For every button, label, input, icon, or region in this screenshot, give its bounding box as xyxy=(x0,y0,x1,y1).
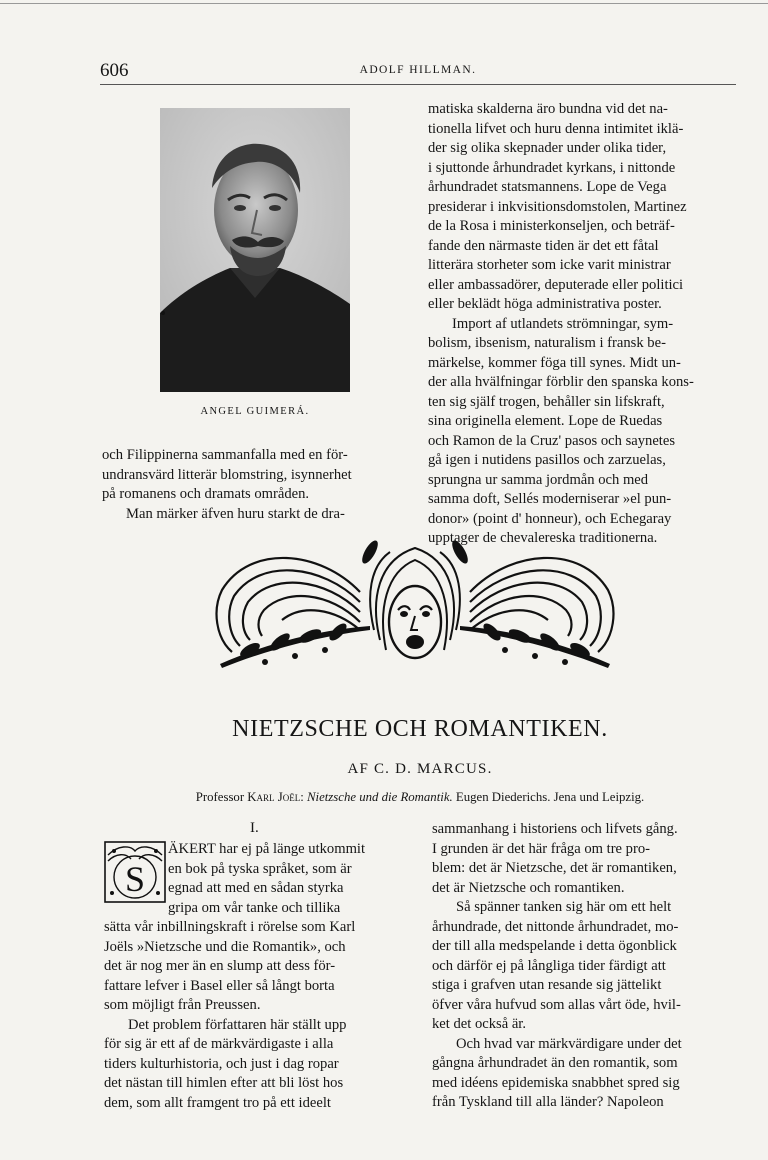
text-line: öfver våra hufvud som allas vårt öde, hvil- xyxy=(432,996,681,1013)
text-line: der till alla medspelande i detta ögonblick xyxy=(432,938,677,954)
text-line: och Filippinerna sammanfalla med en för- xyxy=(102,447,348,463)
text-line: det nästan till himlen efter att bli löst hos xyxy=(104,1075,344,1091)
upper-right-column xyxy=(428,100,740,549)
reviewed-work xyxy=(100,790,740,805)
text-line: ket det också är. xyxy=(432,1016,527,1032)
text-line: tiders kulturhistoria, och just i dag ropar xyxy=(104,1055,339,1072)
header-rule xyxy=(100,84,736,85)
ref-author: Karl Joël: xyxy=(247,790,304,804)
portrait-image xyxy=(160,108,350,392)
text-line: eller beklädt höga administrativa poster. xyxy=(428,296,662,312)
text-line: I grunden är det här fråga om tre pro- xyxy=(432,840,650,857)
article-title: NIETZSCHE OCH ROMANTIKEN. xyxy=(232,716,608,742)
text-line: det är nog mer än en slump att dess för- xyxy=(104,958,336,974)
text-line: eller ambassadörer, deputerade eller politici xyxy=(428,276,684,293)
text-line: presiderar i inkvisitionsdomstolen, Martinez xyxy=(428,198,687,215)
article-left-column xyxy=(104,840,414,1113)
text-line: Så spänner tanken sig här om ett helt xyxy=(456,899,672,915)
text-line: gå igen i nutidens pasillos och zarzuelas, xyxy=(428,452,666,468)
text-line: som möjligt från Preussen. xyxy=(104,997,261,1013)
text-line: märkelse, kommer föga till synes. Midt un- xyxy=(428,354,681,371)
text-line: stiga i grafven utan resande sig jättelikt xyxy=(432,977,662,993)
text-line: blem: det är Nietzsche, det är romantiken, xyxy=(432,860,677,876)
text-line: egnad att med en sådan styrka xyxy=(168,880,344,896)
text-line: sprungna ur samma jordmån och med xyxy=(428,471,649,488)
text-line: de la Rosa i ministerkonseljen, och beträf- xyxy=(428,218,675,234)
text-line: litterära storheter som icke varit ministrar xyxy=(428,257,671,273)
text-line: Joëls »Nietzsche und die Romantik», och xyxy=(104,938,346,955)
photo-caption: ANGEL GUIMERÁ. xyxy=(200,406,310,417)
ref-suffix: Eugen Diederichs. Jena und Leipzig. xyxy=(452,790,645,804)
page-number: 606 xyxy=(100,60,129,81)
section-number: I. xyxy=(250,820,259,836)
drop-cap-letter: S xyxy=(124,859,146,899)
text-line: matiska skalderna äro bundna vid det na- xyxy=(428,101,668,117)
text-line: för sig är ett af de märkvärdigaste i alla xyxy=(104,1036,334,1052)
text-line: från Tyskland till alla länder? Napoleon xyxy=(432,1094,664,1110)
text-line: undransvärd litterär blomstring, isynnerhet xyxy=(102,466,352,483)
mask-ornament xyxy=(210,530,620,690)
text-line: en bok på tyska språket, som är xyxy=(168,860,352,877)
text-line: och Ramon de la Cruz' pasos och saynetes xyxy=(428,432,676,449)
text-line: sammanhang i historiens och lifvets gång. xyxy=(432,821,678,837)
text-line: sätta vår inbillningskraft i rörelse som Karl xyxy=(104,919,356,935)
text-line: Man märker äfven huru starkt de dra- xyxy=(126,505,345,522)
ref-work: Nietzsche und die Romantik. xyxy=(303,790,453,804)
text-line: ÄKERT har ej på länge utkommit xyxy=(168,841,366,857)
article-right-column xyxy=(432,820,744,1113)
text-line: tionella lifvet och huru denna intimitet iklä- xyxy=(428,120,684,137)
upper-left-column xyxy=(102,446,412,524)
text-line: med idéens epidemiska snabbhet spred sig xyxy=(432,1074,680,1091)
text-line: bolism, ibsenism, naturalism i fransk be- xyxy=(428,335,666,351)
text-line: på romanens och dramats områden. xyxy=(102,486,310,502)
text-line: i sjuttonde århundradet kyrkans, i nittonde xyxy=(428,159,676,176)
text-line: Det problem författaren här ställt upp xyxy=(128,1016,347,1033)
text-line: upptager de chevalereska traditionerna. xyxy=(428,530,658,546)
text-line: der sig olika skepnader under olika tider, xyxy=(428,140,667,156)
text-line: och därför ej på långliga tider färdigt att xyxy=(432,957,666,974)
scan-edge-line xyxy=(0,3,768,4)
text-line: fande den närmaste tiden är det ett fåtal xyxy=(428,237,659,254)
text-line: århundrade, det nittonde århundradet, mo- xyxy=(432,918,679,935)
text-line: det är Nietzsche och romantiken. xyxy=(432,879,625,896)
text-line: århundradet statsmannens. Lope de Vega xyxy=(428,179,667,195)
text-line: der alla hvälfningar förblir den spanska kons- xyxy=(428,374,694,390)
text-line: ten sig själf trogen, behåller sin lifskraft, xyxy=(428,393,665,410)
text-line: samma doft, Sellés moderniserar »el pun- xyxy=(428,491,672,507)
text-line: sina originella element. Lope de Ruedas xyxy=(428,413,663,429)
text-line: dem, som allt framgent tro på ett ideelt xyxy=(104,1094,331,1111)
ref-prefix: Professor xyxy=(195,790,248,804)
running-title: ADOLF HILLMAN. xyxy=(359,64,477,76)
text-line: donor» (point d' honneur), och Echegaray xyxy=(428,510,672,527)
text-line: gripa om vår tanke och tillika xyxy=(168,899,341,916)
article-byline: AF C. D. MARCUS. xyxy=(347,761,493,777)
text-line: fattare lefver i Basel eller så långt borta xyxy=(104,977,335,994)
text-line: gångna århundradet än den romantik, som xyxy=(432,1055,678,1071)
portrait-photo xyxy=(160,108,350,392)
text-line: Och hvad var märkvärdigare under det xyxy=(456,1035,682,1052)
text-line: Import af utlandets strömningar, sym- xyxy=(452,315,674,332)
page-header xyxy=(100,60,736,82)
